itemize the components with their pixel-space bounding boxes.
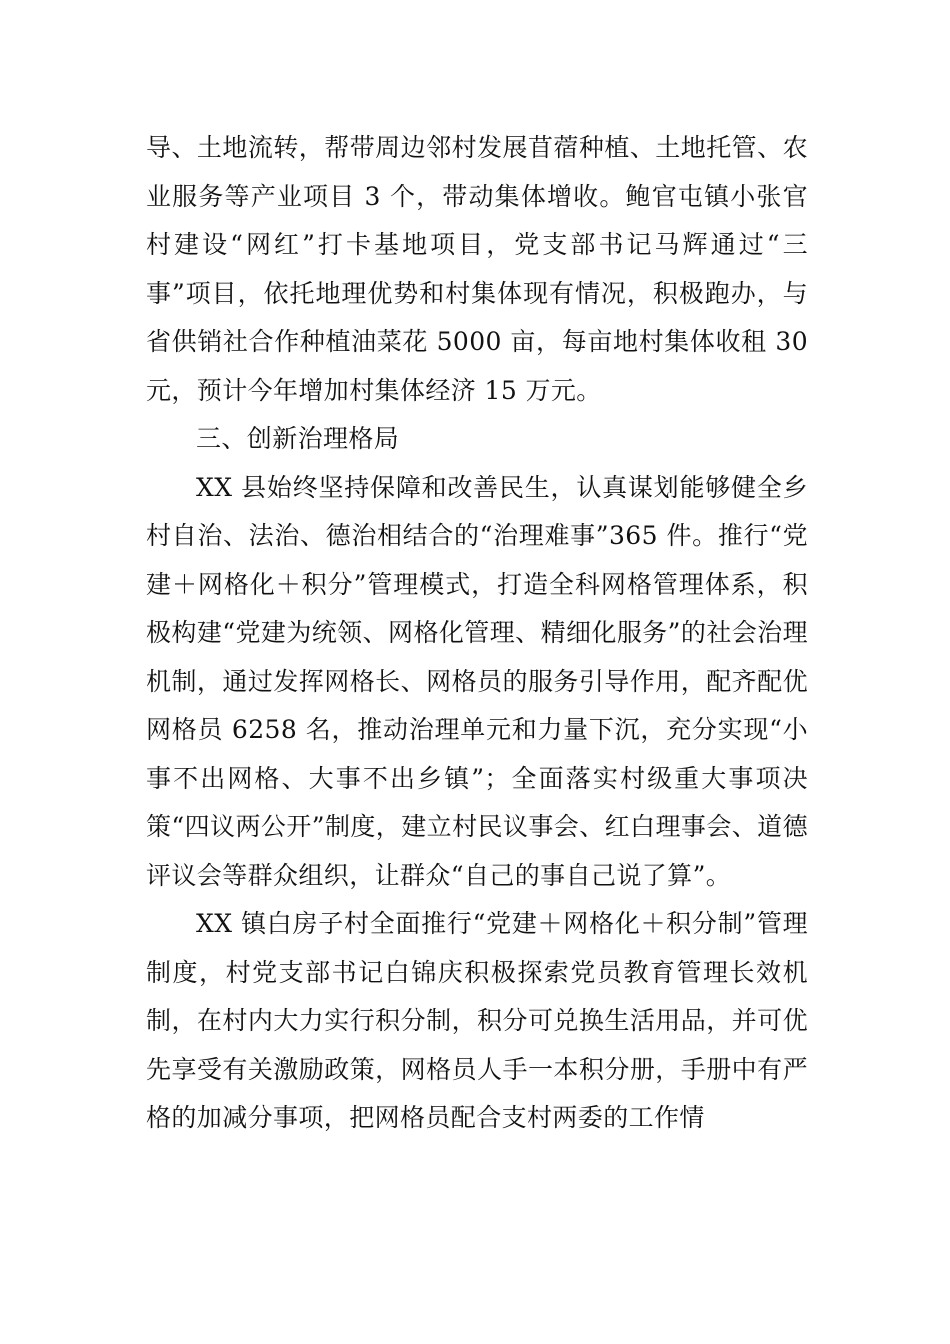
paragraph-industry-projects: 导、土地流转，帮带周边邻村发展苜蓿种植、土地托管、农业服务等产业项目 3 个，带动集体增收。鲍官屯镇小张官村建设“网红”打卡基地项目，党支部书记马辉通过“三事”项目，依托地理优势和村集体现有情况，积极跑办，与省供销社合作种植油菜花 5000 亩，每亩地村集体收租 30 元，预计今年增加村集体经济 15 万元。	[146, 133, 808, 405]
paragraph-county-governance: XX 县始终坚持保障和改善民生，认真谋划能够健全乡村自治、法治、德治相结合的“治理难事”365 件。推行“党建＋网格化＋积分”管理模式，打造全科网格管理体系，积极构建“党建为统领、网格化管理、精细化服务”的社会治理机制，通过发挥网格长、网格员的服务引导作用，配齐配优网格员 6258 名，推动治理单元和力量下沉，充分实现“小事不出网格、大事不出乡镇”；全面落实村级重大事项决策“四议两公开”制度，建立村民议事会、红白理事会、道德评议会等群众组织，让群众“自己的事自己说了算”。	[146, 472, 808, 890]
document-body	[146, 124, 808, 1143]
paragraph-baifangzi-village: XX 镇白房子村全面推行“党建＋网格化＋积分制”管理制度，村党支部书记白锦庆积极探索党员教育管理长效机制，在村内大力实行积分制，积分可兑换生活用品，并可优先享受有关激励政策，网格员人手一本积分册，手册中有严格的加减分事项，把网格员配合支村两委的工作情	[146, 909, 808, 1132]
section-heading-governance: 三、创新治理格局	[196, 424, 400, 453]
